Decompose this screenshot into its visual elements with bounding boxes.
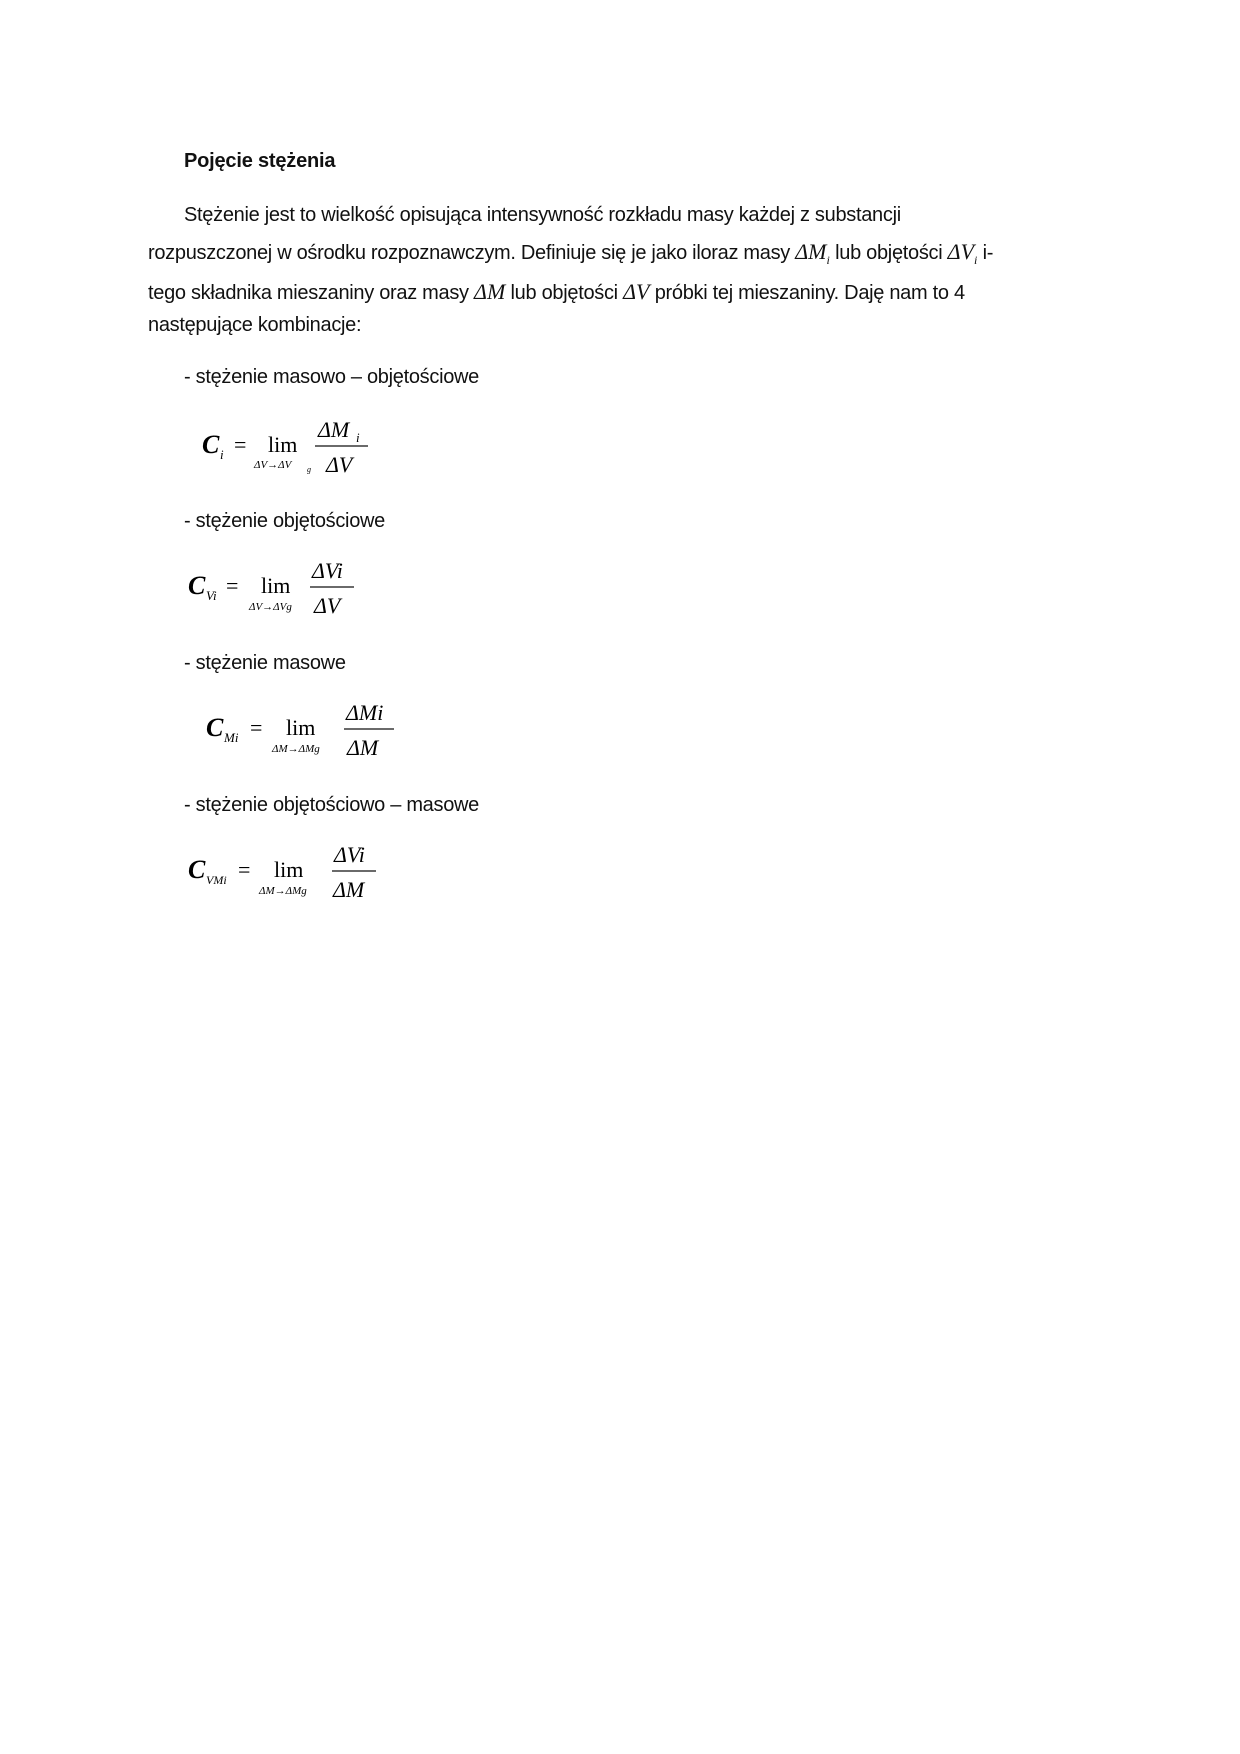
text-segment: lub objętości: [505, 282, 624, 304]
list-item-label: - stężenie objętościowo – masowe: [184, 794, 479, 816]
list-item-label: - stężenie objętościowe: [184, 510, 385, 532]
text-segment: rozpuszczonej w ośrodku rozpoznawczym. Definiuje się je jako iloraz masy: [148, 242, 796, 264]
formula-mass: [204, 695, 404, 765]
formula-lhs: C: [188, 855, 206, 884]
formula-equals: =: [250, 715, 263, 740]
formula-numerator-subscript: i: [356, 430, 360, 445]
math-delta-v-i: [947, 239, 978, 267]
formula-svg: [200, 412, 400, 482]
formula-numerator: ΔMi: [346, 700, 384, 725]
formula-lim-subsubscript: g: [307, 465, 311, 474]
formula-lhs-subscript: Vi: [206, 588, 217, 603]
formula-numerator: ΔM: [318, 417, 350, 442]
formula-volume-mass: [186, 837, 386, 907]
math-subscript: i: [826, 253, 830, 267]
formula-equals: =: [226, 573, 239, 598]
text-segment: próbki tej mieszaniny. Daję nam to 4: [649, 282, 965, 304]
formula-svg: [204, 695, 404, 765]
formula-lim: lim: [261, 573, 291, 598]
formula-equals: =: [238, 857, 251, 882]
paragraph-line-3: [148, 279, 1108, 304]
math-text: ΔV: [947, 239, 975, 264]
formula-lhs-subscript: Mi: [224, 730, 239, 745]
formula-lim-subscript: ΔM→ΔMg: [272, 743, 320, 755]
math-text: ΔM: [795, 239, 827, 264]
text-segment: lub objętości: [829, 242, 948, 264]
formula-lhs: C: [188, 571, 206, 600]
math-delta-m: ΔM: [474, 279, 506, 304]
page-title: Pojęcie stężenia: [184, 150, 336, 172]
formula-lim: lim: [286, 715, 316, 740]
paragraph-line-2: [148, 239, 1108, 270]
list-item-label: - stężenie masowo – objętościowe: [184, 366, 479, 388]
formula-denominator: ΔM: [347, 735, 379, 760]
text-segment: i-: [977, 242, 994, 264]
formula-lim-subscript: ΔV→ΔV: [254, 459, 292, 471]
formula-lhs-subscript: i: [220, 447, 224, 462]
formula-numerator: ΔVi: [312, 558, 343, 583]
paragraph-line-4: następujące kombinacje:: [148, 314, 362, 336]
formula-svg: [186, 553, 386, 623]
formula-lim-subscript: ΔV→ΔVg: [249, 601, 292, 613]
formula-numerator: ΔVi: [334, 842, 365, 867]
formula-lhs: C: [202, 430, 220, 459]
math-delta-v: ΔV: [623, 279, 650, 304]
formula-lhs: C: [206, 713, 224, 742]
formula-denominator: ΔV: [314, 593, 341, 618]
formula-lim-subscript: ΔM→ΔMg: [259, 885, 307, 897]
formula-denominator: ΔV: [326, 452, 353, 477]
math-delta-m-i: [795, 239, 830, 267]
list-item-label: - stężenie masowe: [184, 652, 346, 674]
paragraph-line-1: Stężenie jest to wielkość opisująca intensywność rozkładu masy każdej z substancji: [184, 204, 901, 226]
formula-lim: lim: [274, 857, 304, 882]
formula-lim: lim: [268, 432, 298, 457]
formula-lhs-subscript: VMi: [206, 873, 227, 887]
formula-volume: [186, 553, 386, 623]
formula-denominator: ΔM: [333, 877, 365, 902]
math-subscript: i: [974, 253, 978, 267]
formula-mass-volume: [200, 412, 400, 482]
formula-equals: =: [234, 432, 247, 457]
formula-svg: [186, 837, 386, 907]
text-segment: tego składnika mieszaniny oraz masy: [148, 282, 475, 304]
